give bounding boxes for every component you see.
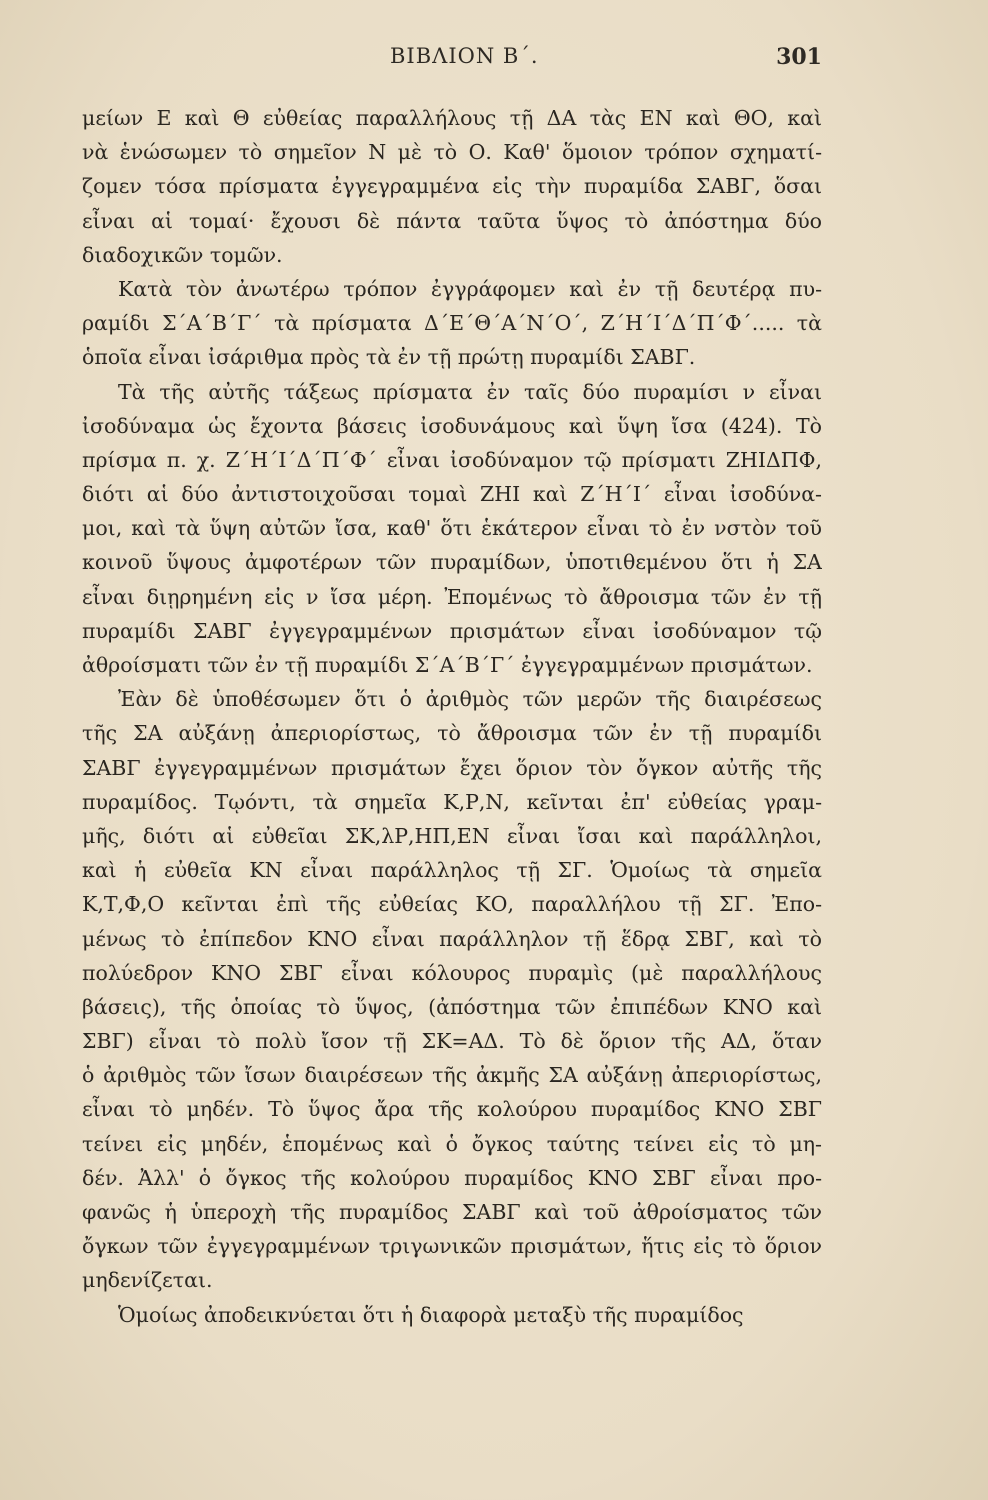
text-line: Τὰ τῆς αὐτῆς τάξεως πρίσματα ἐν ταῖς δύο πυραμίσι ν εἶναι xyxy=(118,379,822,404)
text-line: ΣΑΒΓ ἐγγεγραμμένων πρισμάτων ἔχει ὅριον τὸν ὄγκον αὐτῆς τῆς xyxy=(82,755,822,780)
text-line: πυραμίδος. Τῳόντι, τὰ σημεῖα Κ,Ρ,Ν, κεῖνται ἐπ' εὐθείας γραμ- xyxy=(82,789,822,814)
text-line: πολύεδρον ΚΝΟ ΣΒΓ εἶναι κόλουρος πυραμὶς (μὲ παραλλήλους xyxy=(82,960,822,985)
text-line: Ὁμοίως ἀποδεικνύεται ὅτι ἡ διαφορὰ μεταξὺ τῆς πυραμίδος xyxy=(118,1302,744,1327)
text-line: πρίσμα π. χ. Ζ΄Η΄Ι΄Δ΄Π΄Φ΄ εἶναι ἰσοδύναμον τῷ πρίσματι ΖΗΙΔΠΦ, xyxy=(82,447,822,472)
text-line: ραμίδι Σ΄Α΄Β΄Γ΄ τὰ πρίσματα Δ΄Ε΄Θ΄Α΄Ν΄Ο΄, Ζ΄Η΄Ι΄Δ΄Π΄Φ΄..... τὰ xyxy=(82,311,822,336)
text-line: ὁποῖα εἶναι ἰσάριθμα πρὸς τὰ ἐν τῇ πρώτῃ πυραμίδι ΣΑΒΓ. xyxy=(82,345,696,370)
running-title: ΒΙΒΛΙΟΝ Β΄. xyxy=(390,44,539,68)
text-line: ΣΒΓ) εἶναι τὸ πολὺ ἴσον τῇ ΣΚ=ΑΔ. Τὸ δὲ ὅριον τῆς ΑΔ, ὅταν xyxy=(82,1029,822,1054)
text-line: μῆς, διότι αἱ εὐθεῖαι ΣΚ,λΡ,ΗΠ,ΕΝ εἶναι ἴσαι καὶ παράλληλοι, xyxy=(82,823,822,848)
text-line: μένως τὸ ἐπίπεδον ΚΝΟ εἶναι παράλληλον τῇ ἕδρᾳ ΣΒΓ, καὶ τὸ xyxy=(82,926,822,951)
body-text xyxy=(82,101,822,1332)
text-line: εἶναι διῃρημένη εἰς ν ἴσα μέρη. Ἐπομένως τὸ ἄθροισμα τῶν ἐν τῇ xyxy=(82,584,822,609)
page-number: 301 xyxy=(776,44,822,70)
text-line: ζομεν τόσα πρίσματα ἐγγεγραμμένα εἰς τὴν πυραμίδα ΣΑΒΓ, ὅσαι xyxy=(82,174,822,199)
text-line: καὶ ἡ εὐθεῖα ΚΝ εἶναι παράλληλος τῇ ΣΓ. Ὁμοίως τὰ σημεῖα xyxy=(82,858,822,883)
text-line: δέν. Ἀλλ' ὁ ὄγκος τῆς κολούρου πυραμίδος ΚΝΟ ΣΒΓ εἶναι προ- xyxy=(82,1165,822,1190)
text-line: διότι αἱ δύο ἀντιστοιχοῦσαι τομαὶ ΖΗΙ καὶ Ζ΄Η΄Ι΄ εἶναι ἰσοδύνα- xyxy=(82,482,822,507)
text-line: διαδοχικῶν τομῶν. xyxy=(82,242,283,267)
text-line: βάσεις), τῆς ὁποίας τὸ ὕψος, (ἀπόστημα τῶν ἐπιπέδων ΚΝΟ καὶ xyxy=(82,994,822,1019)
text-line: ὁ ἀριθμὸς τῶν ἴσων διαιρέσεων τῆς ἀκμῆς ΣΑ αὐξάνῃ ἀπεριορίστως, xyxy=(82,1063,822,1088)
text-line: Κ,Τ,Φ,Ο κεῖνται ἐπὶ τῆς εὐθείας ΚΟ, παραλλήλου τῇ ΣΓ. Ἐπο- xyxy=(82,892,822,917)
text-line: μοι, καὶ τὰ ὕψη αὐτῶν ἴσα, καθ' ὅτι ἑκάτερον εἶναι τὸ ἐν νστὸν τοῦ xyxy=(82,516,822,541)
text-line: τῆς ΣΑ αὐξάνῃ ἀπεριορίστως, τὸ ἄθροισμα τῶν ἐν τῇ πυραμίδι xyxy=(82,721,822,746)
text-line: ἀθροίσματι τῶν ἐν τῇ πυραμίδι Σ΄Α΄Β΄Γ΄ ἐγγεγραμμένων πρισμάτων. xyxy=(82,653,813,677)
text-line: φανῶς ἡ ὑπεροχὴ τῆς πυραμίδος ΣΑΒΓ καὶ τοῦ ἀθροίσματος τῶν xyxy=(82,1200,822,1224)
text-line: Ἐὰν δὲ ὑποθέσωμεν ὅτι ὁ ἀριθμὸς τῶν μερῶν τῆς διαιρέσεως xyxy=(118,687,822,712)
text-line: ἰσοδύναμα ὡς ἔχοντα βάσεις ἰσοδυνάμους καὶ ὕψη ἴσα (424). Τὸ xyxy=(82,413,822,438)
text-line: εἶναι τὸ μηδέν. Τὸ ὕψος ἄρα τῆς κολούρου πυραμίδος ΚΝΟ ΣΒΓ xyxy=(82,1097,822,1122)
text-line: ὄγκων τῶν ἐγγεγραμμένων τριγωνικῶν πρισμάτων, ἥτις εἰς τὸ ὅριον xyxy=(82,1234,822,1259)
text-line: Κατὰ τὸν ἀνωτέρω τρόπον ἐγγράφομεν καὶ ἐν τῇ δευτέρᾳ πυ- xyxy=(118,276,822,301)
page-header xyxy=(82,44,822,74)
text-line: κοινοῦ ὕψους ἀμφοτέρων τῶν πυραμίδων, ὑποτιθεμένου ὅτι ἡ ΣΑ xyxy=(82,550,822,575)
text-line: πυραμίδι ΣΑΒΓ ἐγγεγραμμένων πρισμάτων εἶναι ἰσοδύναμον τῷ xyxy=(82,618,822,643)
text-line: τείνει εἰς μηδέν, ἑπομένως καὶ ὁ ὄγκος ταύτης τείνει εἰς τὸ μη- xyxy=(82,1131,822,1156)
text-line: εἶναι αἱ τομαί· ἔχουσι δὲ πάντα ταῦτα ὕψος τὸ ἀπόστημα δύο xyxy=(82,208,822,233)
text-line: μηδενίζεται. xyxy=(82,1268,213,1293)
text-line: νὰ ἑνώσωμεν τὸ σημεῖον Ν μὲ τὸ Ο. Καθ' ὅμοιον τρόπον σχηματί- xyxy=(82,140,822,165)
text-line: μείων Ε καὶ Θ εὐθείας παραλλήλους τῇ ΔΑ τὰς ΕΝ καὶ ΘΟ, καὶ xyxy=(82,106,822,130)
